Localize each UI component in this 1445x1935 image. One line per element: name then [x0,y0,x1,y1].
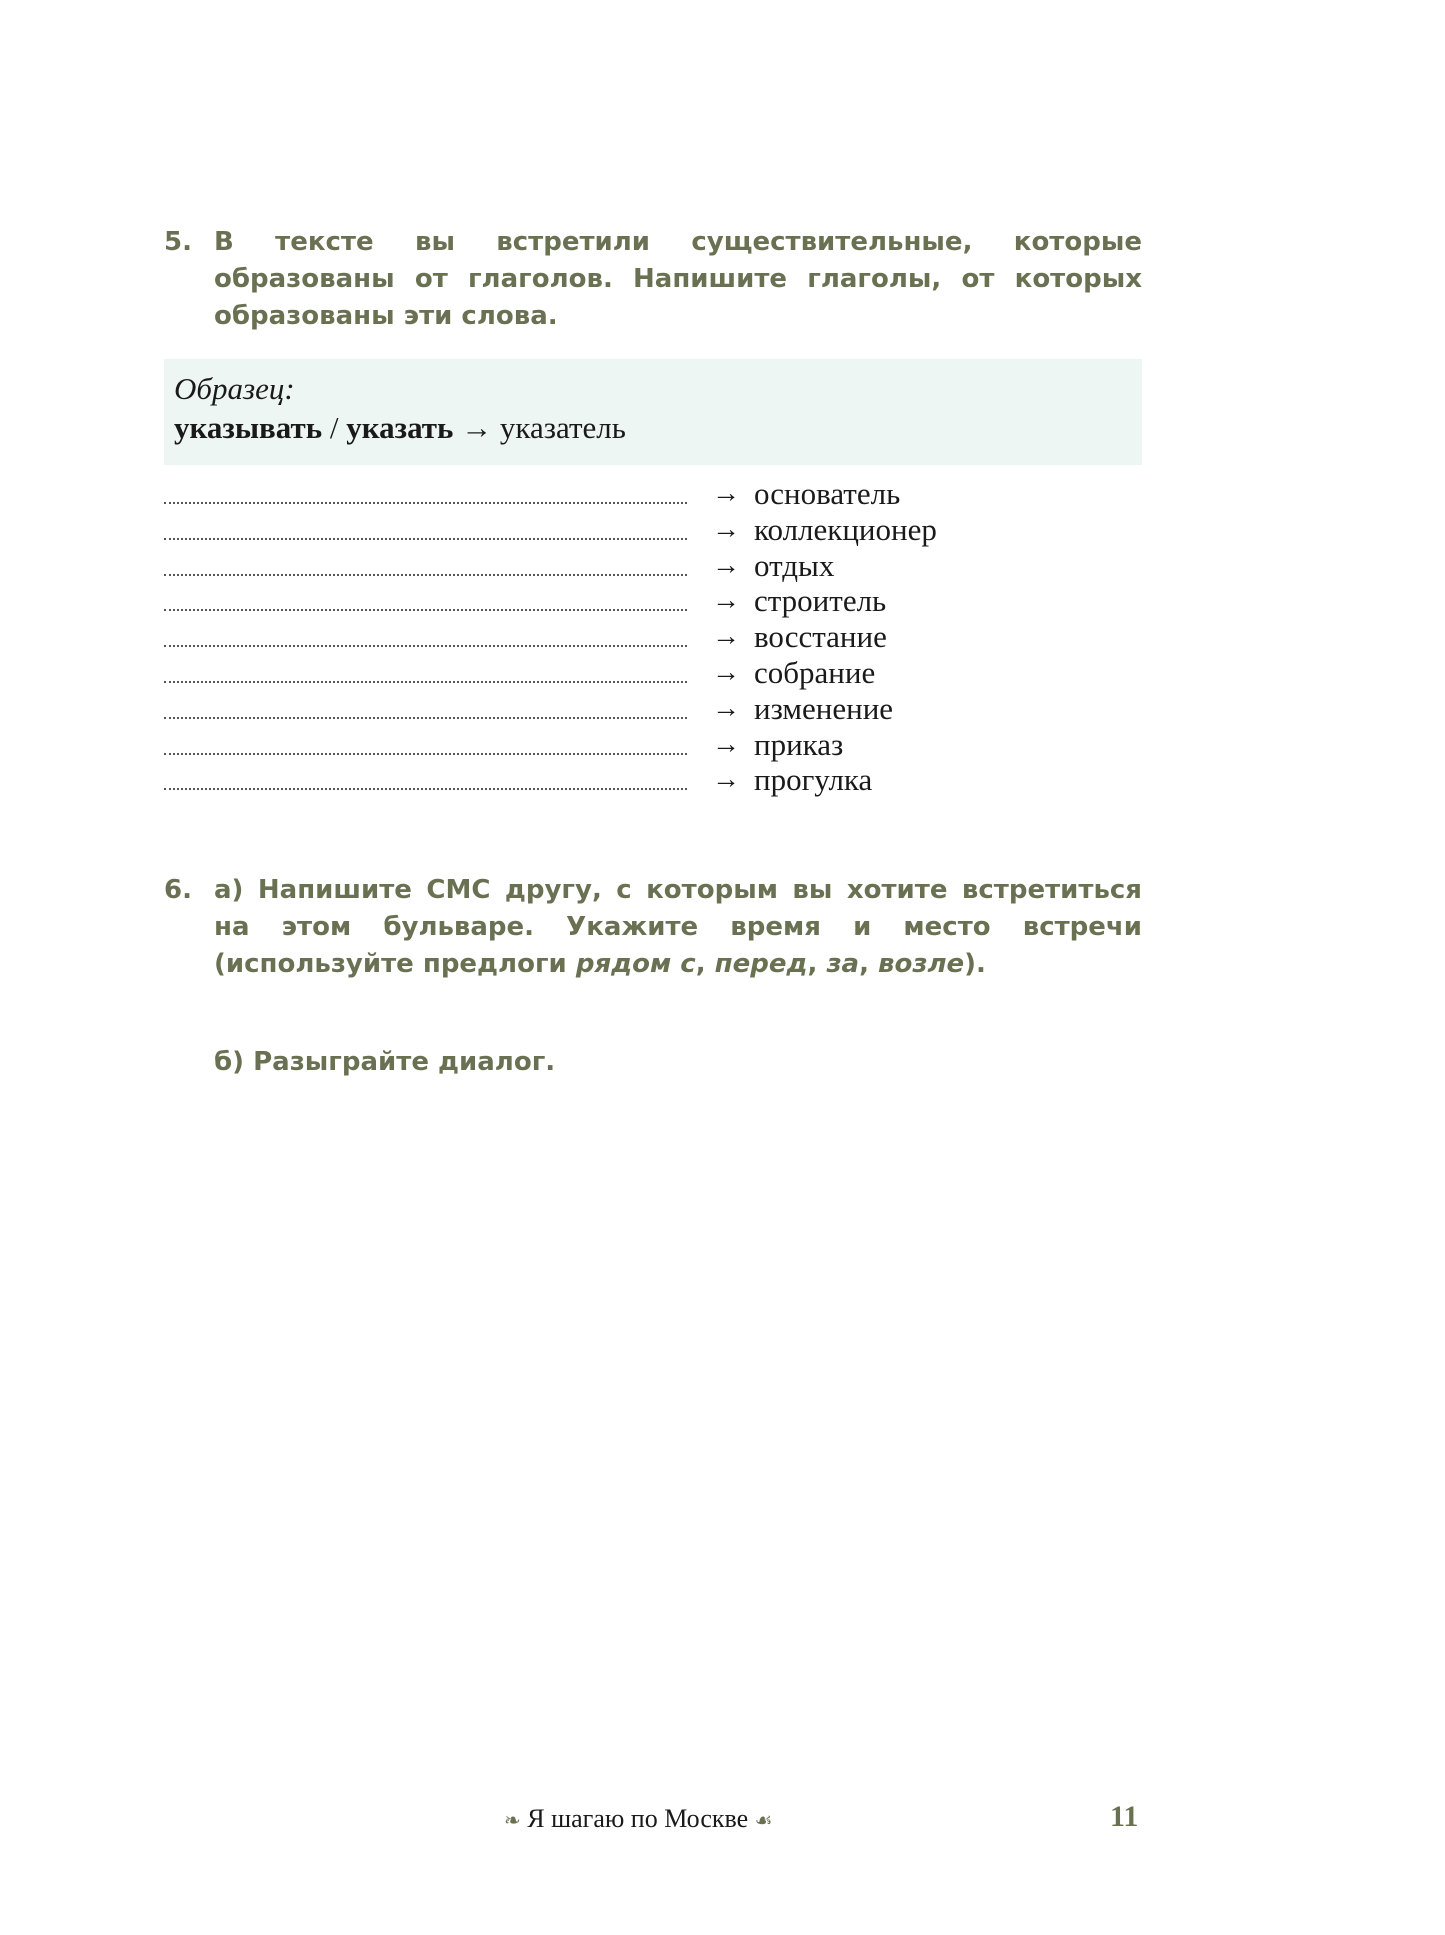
sample-verb-imperfective: указывать [174,410,323,445]
noun-word: восстание [754,619,887,655]
comma: , [807,949,827,979]
comma: , [695,949,715,979]
arrow-icon: → [712,478,740,509]
list-item [164,691,964,727]
answer-blank[interactable] [164,502,687,504]
arrow-icon: → [712,513,740,545]
list-item [164,655,964,691]
running-title [504,1804,773,1834]
noun-word: изменение [754,690,894,726]
noun-word: коллекционер [754,511,937,547]
arrow-icon: → [712,549,740,581]
arrow-icon: → [461,410,493,445]
list-item [164,548,964,584]
sample-separator: / [329,410,339,445]
sample-verb-perfective: указать [346,410,454,445]
list-item [164,583,964,619]
noun-word: строитель [754,583,887,619]
preposition: рядом с [575,949,696,979]
list-item [164,762,964,798]
noun-word: отдых [754,547,835,583]
preposition: перед [714,949,808,979]
arrow-icon: → [712,656,740,688]
answer-blank[interactable] [164,753,687,755]
list-item [164,727,964,763]
list-item [164,476,964,512]
answer-blank[interactable] [164,538,687,540]
answer-blank[interactable] [164,717,687,719]
task-number: 5. [164,227,192,257]
ornament-left-icon: ❧ [504,1810,521,1832]
task-instruction: В тексте вы встретили существительные, которые образованы от глаголов. Напишите глаголы, от которых образованы эти слова. [214,227,1142,331]
arrow-icon: → [712,728,740,760]
task-instruction-a [214,872,1142,983]
sample-box [164,359,1142,465]
exercise-rows [164,476,964,798]
noun-word: собрание [754,654,876,690]
list-item [164,619,964,655]
ornament-right-icon: ☙ [754,1810,773,1832]
answer-blank[interactable] [164,645,687,647]
task-number: 6. [164,875,192,905]
list-item [164,512,964,548]
arrow-icon: → [712,621,740,653]
answer-blank[interactable] [164,788,687,790]
preposition: за [826,949,860,979]
sample-label: Образец: [174,371,295,406]
answer-blank[interactable] [164,574,687,576]
book-title: Я шагаю по Москве [527,1804,749,1833]
answer-blank[interactable] [164,609,687,611]
instruction-text: ). [964,949,986,979]
arrow-icon: → [712,585,740,617]
instruction-text: а) Напишите СМС другу, с которым вы хотите встретиться на этом бульваре. Укажите время и место встречи (используйте предлоги [214,875,1142,979]
preposition: возле [878,949,965,979]
task-6 [164,872,1142,983]
answer-blank[interactable] [164,681,687,683]
noun-word: приказ [754,726,844,762]
task-5 [164,224,1142,335]
page-number: 11 [1110,1800,1139,1833]
noun-word: основатель [754,476,901,511]
arrow-icon: → [712,692,740,724]
sample-row [174,408,1132,447]
task-instruction-b: б) Разыграйте диалог. [214,1047,556,1077]
sample-noun: указатель [499,410,626,445]
noun-word: прогулка [754,762,873,798]
comma: , [859,949,879,979]
arrow-icon: → [712,764,740,796]
